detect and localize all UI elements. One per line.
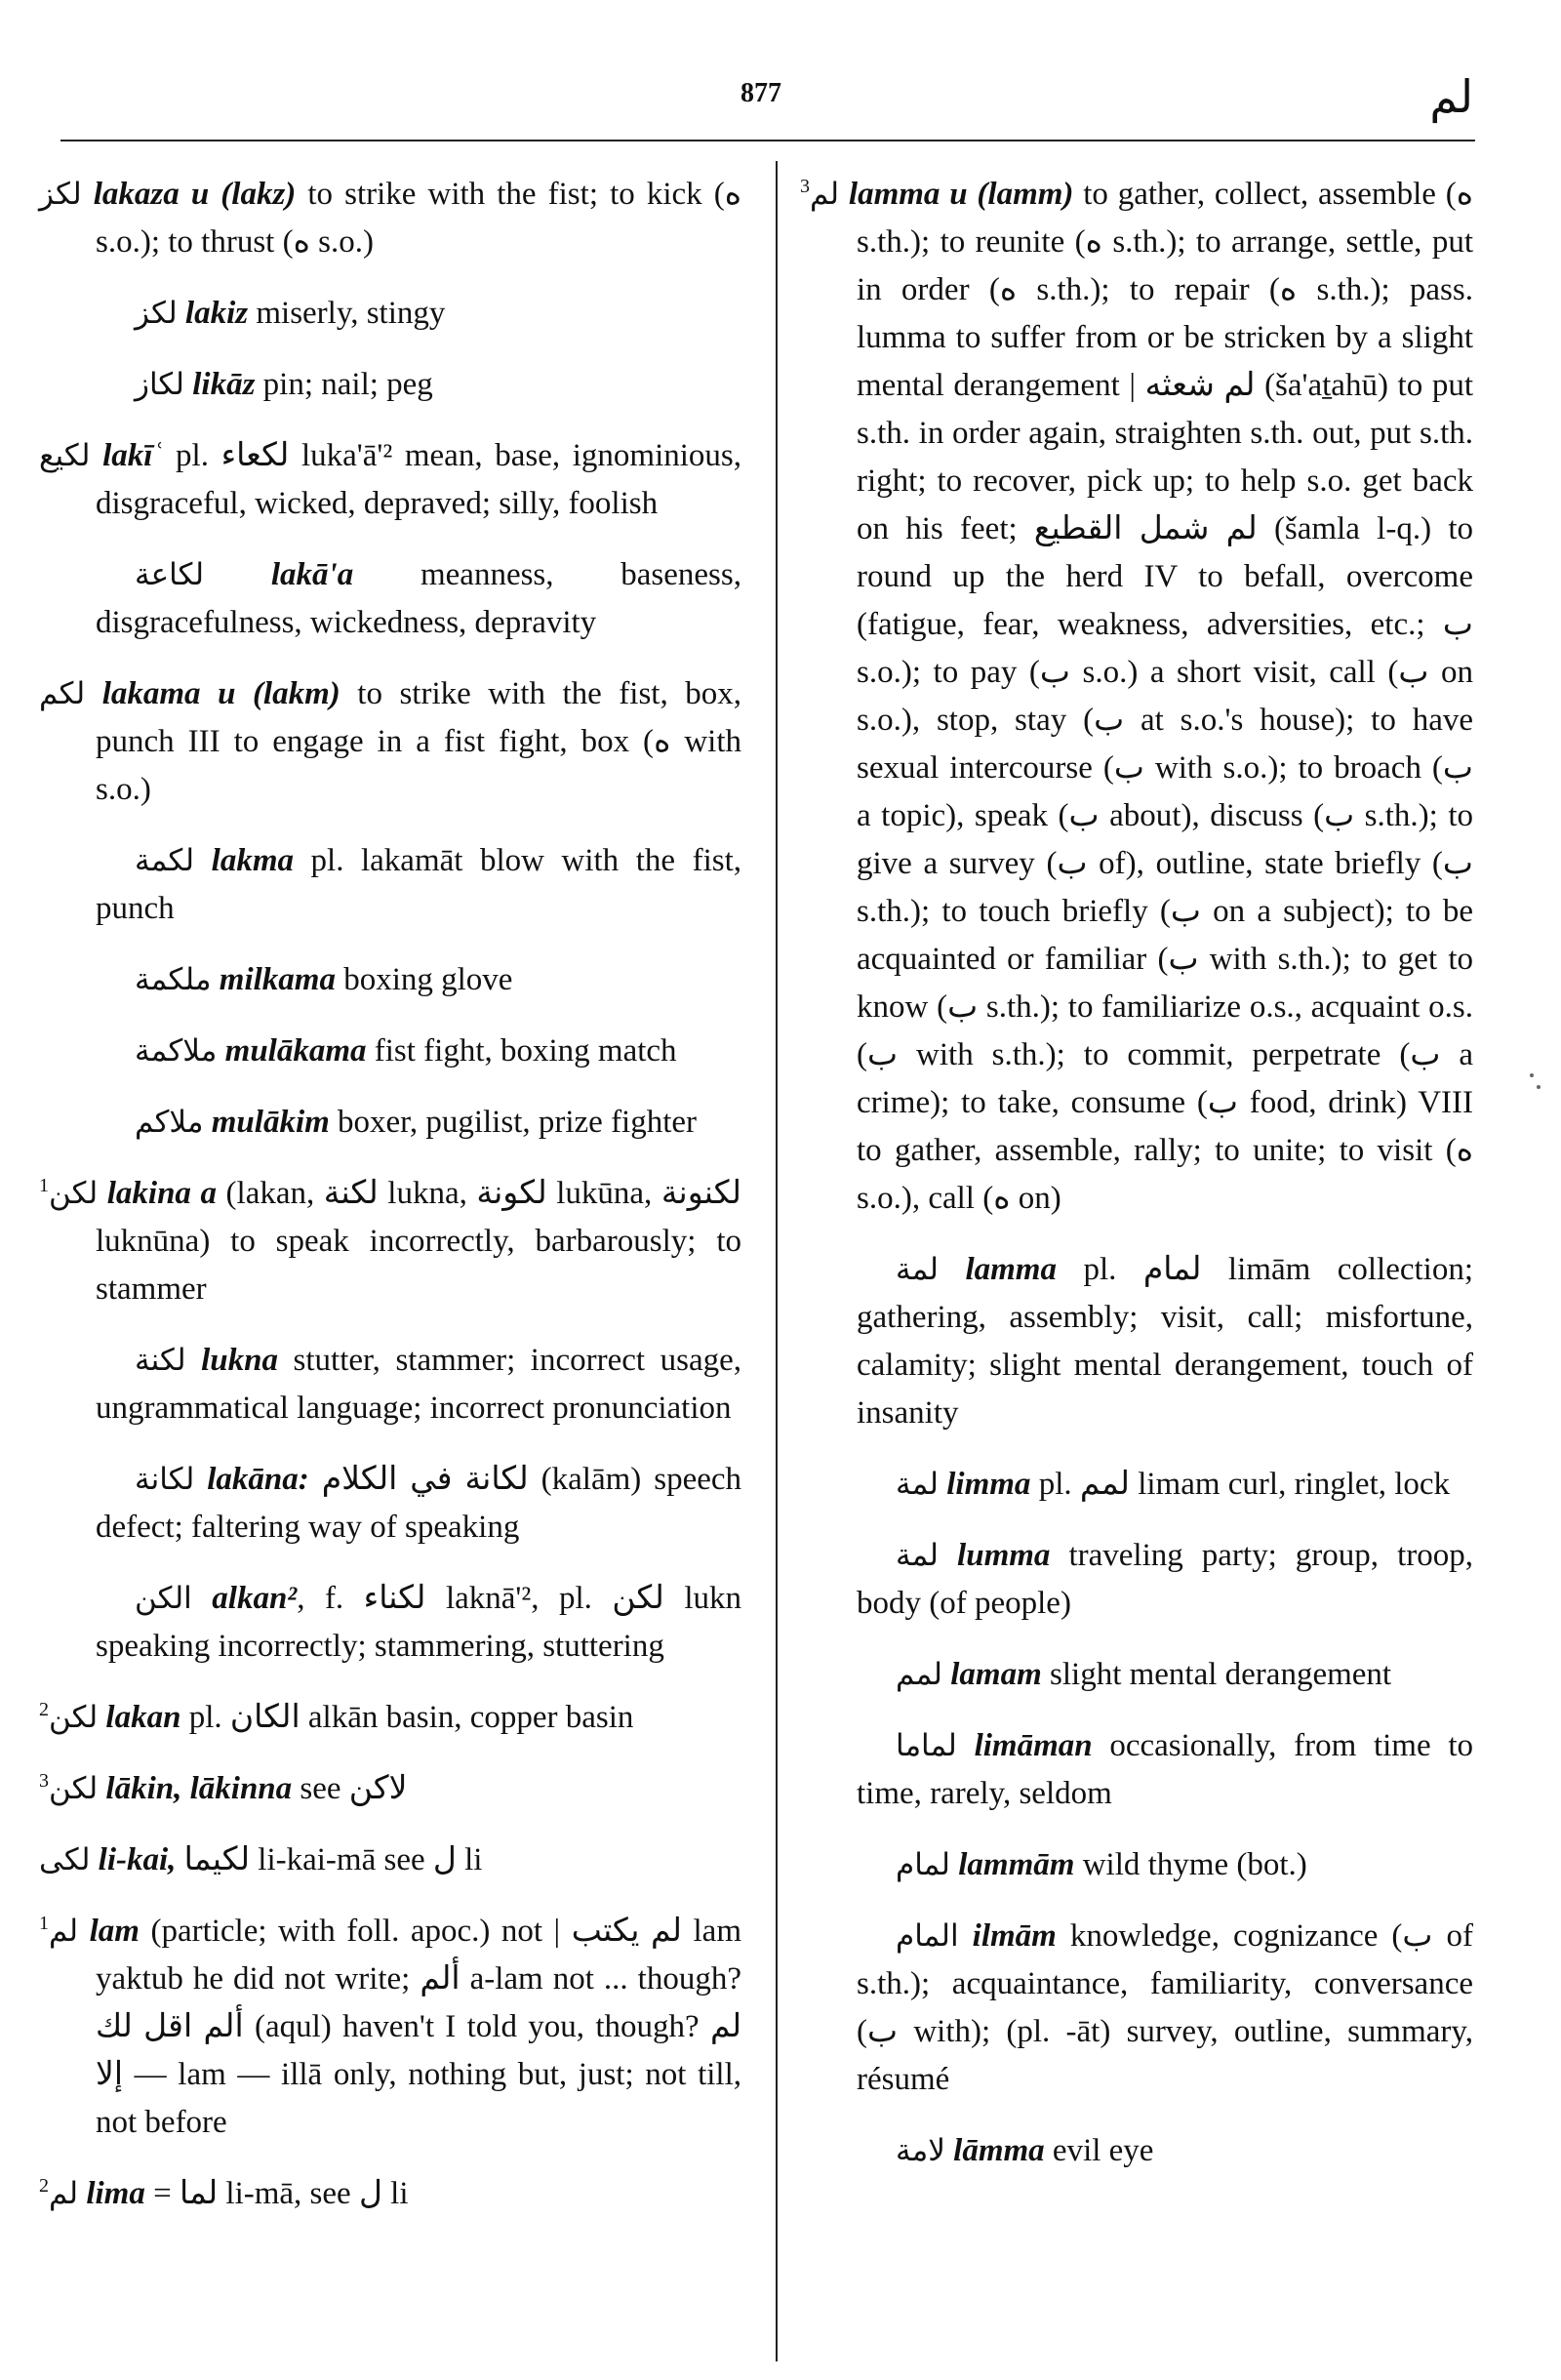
definition-text: pl. لمم limam curl, ringlet, lock xyxy=(1030,1467,1451,1502)
definition-text: to gather, collect, assemble (ه s.th.); to reunite (ه s.th.); to arrange, settle, put in order (ه s.th.); to repair (ه s.th.); pass. lumma to suffer from or be stricken by a slight mental derangement | لم شعثه (ša'aṯahū) to put s.th. in order again, straighten s.th. out, put s.th. right; to recover, pick up; to help s.o. get back on his feet; لم شمل القطيع (šamla l-q.) to round up the herd IV to befall, overcome (fatigue, fear, weakness, adversities, etc.; ب s.o.); to pay (ب s.o.) a short visit, call (ب on s.o.), stop, stay (ب at s.o.'s house); to have sexual intercourse (ب with s.o.); to broach (ب a topic), speak (ب about), discuss (ب s.th.); to give a survey (ب of), outline, state briefly (ب s.th.); to touch briefly (ب on a subject); to be acquainted or familiar (ب with s.th.); to get to know (ب s.th.); to familiarize o.s., acquaint o.s. (ب with s.th.); to commit, perpetrate (ب a crime); to take, consume (ب food, drink) VIII to gather, assemble, rally; to unite; to visit (ه s.o.), call (ه on) xyxy=(857,177,1474,1216)
dictionary-subentry xyxy=(800,1651,1473,1699)
transliteration: lukna xyxy=(201,1343,278,1378)
dictionary-subentry xyxy=(39,956,741,1004)
transliteration: lima xyxy=(86,2176,145,2211)
homonym-number: 3 xyxy=(800,176,810,197)
dictionary-subentry xyxy=(800,1722,1473,1818)
dictionary-subentry xyxy=(800,1461,1473,1509)
definition-text: see لاكن xyxy=(292,1771,408,1806)
arabic-headword: لكن xyxy=(49,1771,99,1806)
definition-text: meanness, baseness, disgracefulness, wickedness, depravity xyxy=(96,557,741,640)
definition-text: knowledge, cognizance (ب of s.th.); acquaintance, familiarity, conversance (ب with); (pl. -āt) survey, outline, summary, résumé xyxy=(857,1918,1474,2097)
transliteration: mulākim xyxy=(211,1105,330,1140)
dictionary-subentry xyxy=(800,1246,1473,1437)
arabic-headword: الكن xyxy=(135,1581,192,1616)
definition-text: (lakan, لكنة lukna, لكونة lukūna, لكنونة luknūna) to speak incorrectly, barbarously; to stammer xyxy=(96,1176,741,1307)
definition-text: (particle; with foll. apoc.) not | لم يكتب lam yaktub he did not write; ألم a-lam not ... though? ألم اقل لك (aqul) haven't I told you, though? لم — إلا lam — illā only, nothing but, just; not till, not before xyxy=(96,1914,742,2140)
arabic-headword: لم xyxy=(49,1914,79,1949)
dictionary-subentry xyxy=(39,1456,741,1552)
transliteration: lakāna: xyxy=(207,1462,309,1497)
transliteration: lakama u (lakm) xyxy=(101,676,340,711)
arabic-headword: لكن xyxy=(49,1176,99,1211)
transliteration: ilmām xyxy=(972,1918,1057,1954)
transliteration: mulākama xyxy=(224,1033,367,1069)
definition-text: to strike with the fist; to kick (ه s.o.); to thrust (ه s.o.) xyxy=(96,177,742,260)
arabic-headword: لكمة xyxy=(135,843,195,878)
definition-text: لكانة في الكلام (kalām) speech defect; faltering way of speaking xyxy=(96,1462,742,1545)
transliteration: milkama xyxy=(219,962,336,997)
arabic-headword: لمة xyxy=(896,1538,939,1573)
arabic-headword: لكز xyxy=(135,296,178,331)
definition-text: miserly, stingy xyxy=(248,296,446,331)
definition-text: boxer, pugilist, prize fighter xyxy=(329,1105,698,1140)
definition-text: pl. lakamāt blow with the fist, punch xyxy=(96,843,741,926)
definition-text: لكيما li-kai-mā see ل li xyxy=(176,1842,483,1877)
definition-text: pin; nail; peg xyxy=(255,367,433,402)
dictionary-subentry xyxy=(800,2127,1473,2175)
arabic-headword: لكاعة xyxy=(135,557,205,592)
definition-text: , f. لكناء laknā'², pl. لكن lukn speaking incorrectly; stammering, stuttering xyxy=(96,1581,741,1664)
transliteration: lammām xyxy=(958,1847,1075,1882)
dictionary-subentry xyxy=(39,837,741,933)
transliteration: lākin, lākinna xyxy=(105,1771,293,1806)
transliteration: lam xyxy=(89,1914,140,1949)
transliteration: lakaza u (lakz) xyxy=(93,177,297,212)
definition-text: = لما li-mā, see ل li xyxy=(144,2176,409,2211)
dictionary-entry xyxy=(39,1765,741,1813)
transliteration: likāz xyxy=(192,367,256,402)
definition-text: wild thyme (bot.) xyxy=(1074,1847,1307,1882)
arabic-headword: لم xyxy=(810,177,840,212)
arabic-headword: لكى xyxy=(39,1842,91,1877)
definition-text: occasionally, from time to time, rarely, seldom xyxy=(857,1728,1473,1811)
arabic-headword: لمة xyxy=(896,1252,939,1287)
dictionary-entry xyxy=(39,1908,741,2147)
arabic-headword: ملاكم xyxy=(135,1105,204,1140)
arabic-headword: لكن xyxy=(49,1700,99,1735)
arabic-headword: ملكمة xyxy=(135,962,212,997)
arabic-headword: لكاز xyxy=(135,367,184,402)
definition-text: traveling party; group, troop, body (of people) xyxy=(857,1538,1473,1621)
header-rule xyxy=(60,140,1475,141)
definition-text: slight mental derangement xyxy=(1041,1657,1392,1692)
transliteration: alkan² xyxy=(212,1581,298,1616)
left-column xyxy=(39,171,741,2241)
transliteration: limāman xyxy=(974,1728,1093,1763)
arabic-headword: لمام xyxy=(896,1847,951,1882)
dictionary-entry xyxy=(39,432,741,528)
dictionary-subentry xyxy=(39,361,741,409)
transliteration: lamma xyxy=(965,1252,1057,1287)
homonym-number: 1 xyxy=(39,1175,49,1196)
homonym-number: 2 xyxy=(39,2175,49,2197)
dictionary-subentry xyxy=(39,551,741,647)
transliteration: lakiz xyxy=(184,296,249,331)
transliteration: lakan xyxy=(105,1700,181,1735)
arabic-headword: لكنة xyxy=(135,1343,186,1378)
dictionary-entry xyxy=(39,1694,741,1742)
transliteration: limma xyxy=(946,1467,1031,1502)
dictionary-entry xyxy=(39,1170,741,1313)
homonym-number: 1 xyxy=(39,1913,49,1934)
running-headword: لم xyxy=(1429,70,1473,123)
dictionary-subentry xyxy=(39,1337,741,1432)
arabic-headword: لكز xyxy=(39,177,82,212)
transliteration: lāmma xyxy=(953,2133,1045,2168)
arabic-headword: لماما xyxy=(896,1728,957,1763)
homonym-number: 2 xyxy=(39,1699,49,1720)
definition-text: to strike with the fist, box, punch III to engage in a fist fight, box (ه with s.o.) xyxy=(96,676,742,807)
dictionary-entry xyxy=(800,171,1473,1223)
transliteration: lamam xyxy=(950,1657,1042,1692)
definition-text: fist fight, boxing match xyxy=(366,1033,677,1069)
arabic-headword: لكم xyxy=(39,676,86,711)
arabic-headword: ملاكمة xyxy=(135,1033,218,1069)
scan-speck xyxy=(1537,1085,1541,1089)
definition-text: pl. لمام limām collection; gathering, assembly; visit, call; misfortune, calamity; slight mental derangement, touch of insanity xyxy=(857,1252,1474,1431)
dictionary-subentry xyxy=(800,1532,1473,1628)
dictionary-entry xyxy=(39,670,741,814)
dictionary-subentry xyxy=(39,1099,741,1147)
definition-text: evil eye xyxy=(1044,2133,1154,2168)
transliteration: lakma xyxy=(211,843,294,878)
dictionary-entry xyxy=(39,2170,741,2218)
dictionary-entry xyxy=(39,171,741,266)
arabic-headword: لمة xyxy=(896,1467,939,1502)
column-divider xyxy=(776,161,778,2361)
transliteration: lumma xyxy=(957,1538,1051,1573)
arabic-headword: لمم xyxy=(896,1657,942,1692)
transliteration: lakīʿ xyxy=(102,438,164,473)
transliteration: lakā'a xyxy=(270,557,354,592)
definition-text: pl. لكعاء luka'ā'² mean, base, ignominious, disgraceful, wicked, depraved; silly, foolish xyxy=(96,438,741,521)
arabic-headword: لكيع xyxy=(39,438,91,473)
right-column xyxy=(800,171,1473,2198)
arabic-headword: لم xyxy=(49,2176,79,2211)
dictionary-subentry xyxy=(39,1028,741,1075)
dictionary-subentry xyxy=(39,290,741,338)
dictionary-entry xyxy=(39,1836,741,1884)
dictionary-subentry xyxy=(800,1913,1473,2104)
page-number: 877 xyxy=(740,78,781,108)
transliteration: lakina a xyxy=(106,1176,217,1211)
dictionary-subentry xyxy=(39,1575,741,1671)
dictionary-subentry xyxy=(800,1841,1473,1889)
arabic-headword: المام xyxy=(896,1918,959,1954)
arabic-headword: لكانة xyxy=(135,1462,195,1497)
definition-text: boxing glove xyxy=(335,962,513,997)
transliteration: lamma u (lamm) xyxy=(848,177,1074,212)
definition-text: stutter, stammer; incorrect usage, ungrammatical language; incorrect pronunciation xyxy=(96,1343,741,1426)
definition-text: pl. الكان alkān basin, copper basin xyxy=(180,1700,634,1735)
arabic-headword: لامة xyxy=(896,2133,945,2168)
homonym-number: 3 xyxy=(39,1770,49,1792)
transliteration: li-kai, xyxy=(98,1842,177,1877)
scan-speck xyxy=(1530,1073,1534,1077)
